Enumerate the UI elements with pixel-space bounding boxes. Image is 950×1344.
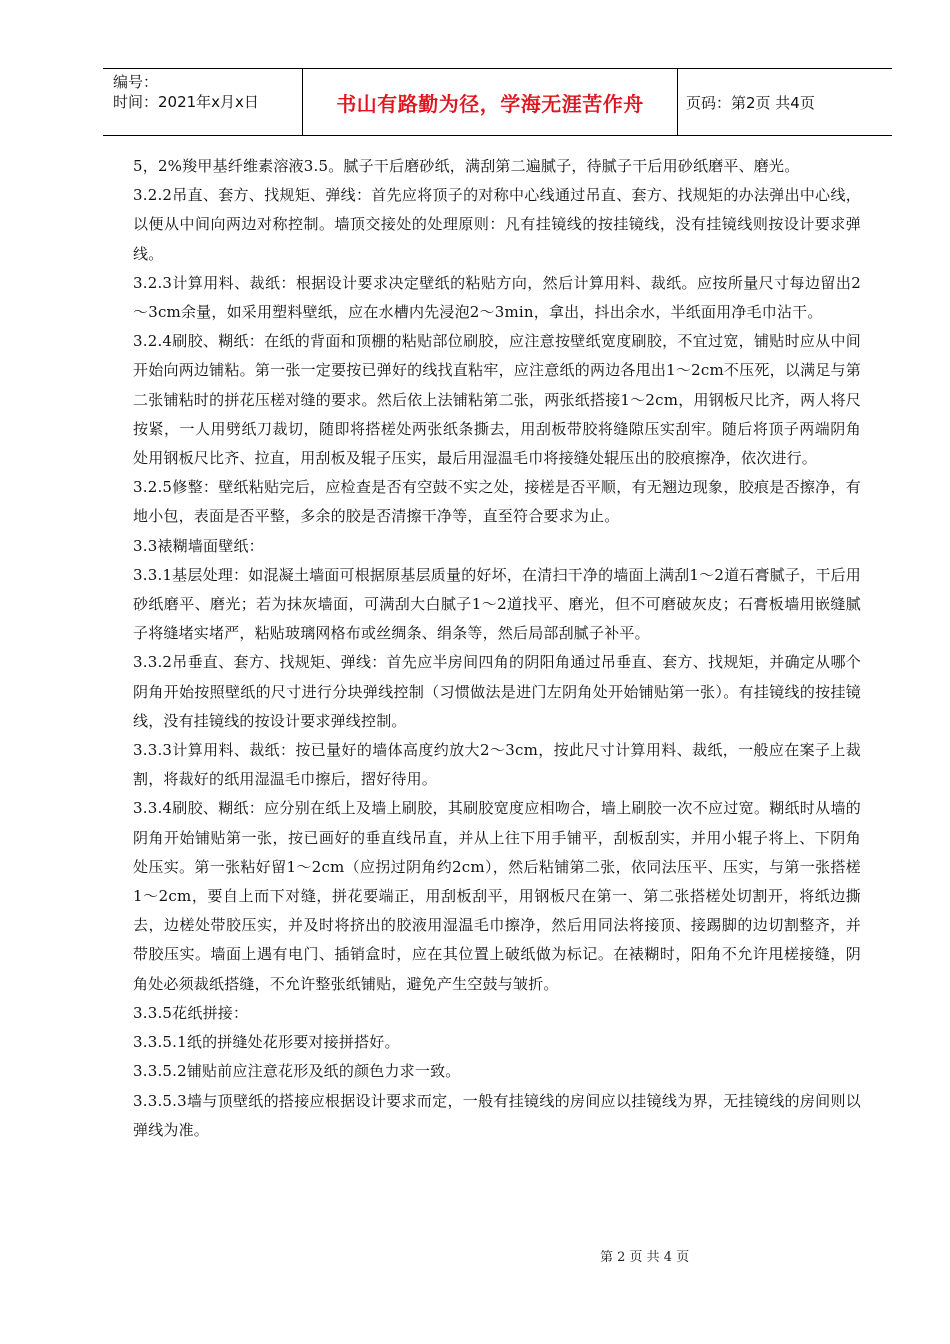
document-body bbox=[133, 152, 861, 1145]
paragraph: 3.3.1基层处理：如混凝土墙面可根据原基层质量的好坏，在清扫干净的墙面上满刮1～2道石膏腻子，干后用砂纸磨平、磨光；若为抹灰墙面，可满刮大白腻子1～2道找平、磨光，但不可磨破灰皮；石膏板墙用嵌缝腻子将缝堵实堵严，粘贴玻璃网格布或丝绸条、绢条等，然后局部刮腻子补平。 bbox=[133, 565, 861, 643]
paragraph: 5，2%羧甲基纤维素溶液3.5。腻子干后磨砂纸，满刮第二遍腻子，待腻子干后用砂纸磨平、磨光。 bbox=[133, 157, 800, 175]
document-number-label: 编号： bbox=[113, 73, 159, 91]
section-heading: 3.3裱糊墙面壁纸： bbox=[133, 536, 264, 555]
paragraph: 3.2.5修整：壁纸粘贴完后，应检查是否有空鼓不实之处，接槎是否平顺，有无翘边现象，胶痕是否擦净，有地小包，表面是否平整，多余的胶是否清擦干净等，直至符合要求为止。 bbox=[133, 478, 861, 526]
page-footer bbox=[600, 1246, 760, 1265]
paragraph: 3.3.5.2铺贴前应注意花形及纸的颜色力求一致。 bbox=[133, 1062, 461, 1081]
paragraph: 3.2.4刷胶、糊纸：在纸的背面和顶棚的粘贴部位刷胶，应注意按壁纸宽度刷胶，不宜过宽，铺贴时应从中间开始向两边铺粘。第一张一定要按已弹好的线找直粘牢，应注意纸的两边各甩出1～2cm不压死，以满足与第二张铺粘时的拼花压槎对缝的要求。然后依上法铺粘第二张，两张纸搭接1～2cm，用钢板尺比齐，两人将尺按紧，一人用劈纸刀裁切，随即将搭槎处两张纸条撕去，用刮板带胶将缝隙压实刮牢。随后将顶子两端阴角处用钢板尺比齐、拉直，用刮板及辊子压实，最后用湿温毛巾将接缝处辊压出的胶痕擦净，依次进行。 bbox=[133, 332, 861, 468]
header-motto: 书山有路勤为径，学海无涯苦作舟 bbox=[336, 91, 644, 116]
paragraph: 3.3.5.1纸的拼缝处花形要对接拼搭好。 bbox=[133, 1033, 400, 1052]
paragraph: 3.3.5.3墙与顶壁纸的搭接应根据设计要求而定，一般有挂镜线的房间应以挂镜线为界，无挂镜线的房间则以弹线为准。 bbox=[133, 1091, 861, 1139]
page-header bbox=[103, 68, 892, 136]
section-heading: 3.3.5花纸拼接： bbox=[133, 1003, 249, 1022]
header-meta bbox=[103, 69, 303, 135]
header-motto-cell bbox=[303, 69, 678, 135]
header-page-code-cell bbox=[678, 69, 892, 135]
document-time-label: 时间：2021年x月x日 bbox=[113, 93, 259, 111]
paragraph: 3.3.4刷胶、糊纸：应分别在纸上及墙上刷胶，其刷胶宽度应相吻合，墙上刷胶一次不应过宽。糊纸时从墙的阴角开始铺贴第一张，按已画好的垂直线吊直，并从上往下用手铺平，刮板刮实，并用小辊子将上、下阴角处压实。第一张粘好留1～2cm（应拐过阴角约2cm），然后粘铺第二张，依同法压平、压实，与第一张搭槎1～2cm，要自上而下对缝，拼花要端正，用刮板刮平，用钢板尺在第一、第二张搭槎处切割开，将纸边撕去，边槎处带胶压实，并及时将挤出的胶液用湿温毛巾擦净，然后用同法将接顶、接踢脚的边切割整齐，并带胶压实。墙面上遇有电门、插销盒时，应在其位置上破纸做为标记。在裱糊时，阳角不允许甩槎接缝，阴角处必须裁纸搭缝，不允许整张纸铺贴，避免产生空鼓与皱折。 bbox=[133, 799, 861, 993]
paragraph: 3.3.3计算用料、裁纸：按已量好的墙体高度约放大2～3cm，按此尺寸计算用料、裁纸，一般应在案子上裁割，将裁好的纸用湿温毛巾擦后，摺好待用。 bbox=[133, 741, 861, 789]
header-page-code: 页码：第2页 共4页 bbox=[686, 93, 815, 112]
paragraph: 3.2.2吊直、套方、找规矩、弹线：首先应将顶子的对称中心线通过吊直、套方、找规矩的办法弹出中心线，以便从中间向两边对称控制。墙顶交接处的处理原则：凡有挂镜线的按挂镜线，没有挂镜线则按设计要求弹线。 bbox=[133, 186, 861, 263]
paragraph: 3.3.2吊垂直、套方、找规矩、弹线：首先应半房间四角的阴阳角通过吊垂直、套方、找规矩，并确定从哪个阴角开始按照壁纸的尺寸进行分块弹线控制（习惯做法是进门左阴角处开始铺贴第一张）。有挂镜线的按挂镜线，没有挂镜线的按设计要求弹线控制。 bbox=[133, 653, 861, 730]
footer-page-indicator: 第 2 页 共 4 页 bbox=[600, 1250, 690, 1265]
paragraph: 3.2.3计算用料、裁纸：根据设计要求决定壁纸的粘贴方向，然后计算用料、裁纸。应按所量尺寸每边留出2～3cm余量，如采用塑料壁纸，应在水槽内先浸泡2～3min，拿出，抖出余水，半纸面用净毛巾沾干。 bbox=[133, 273, 861, 322]
